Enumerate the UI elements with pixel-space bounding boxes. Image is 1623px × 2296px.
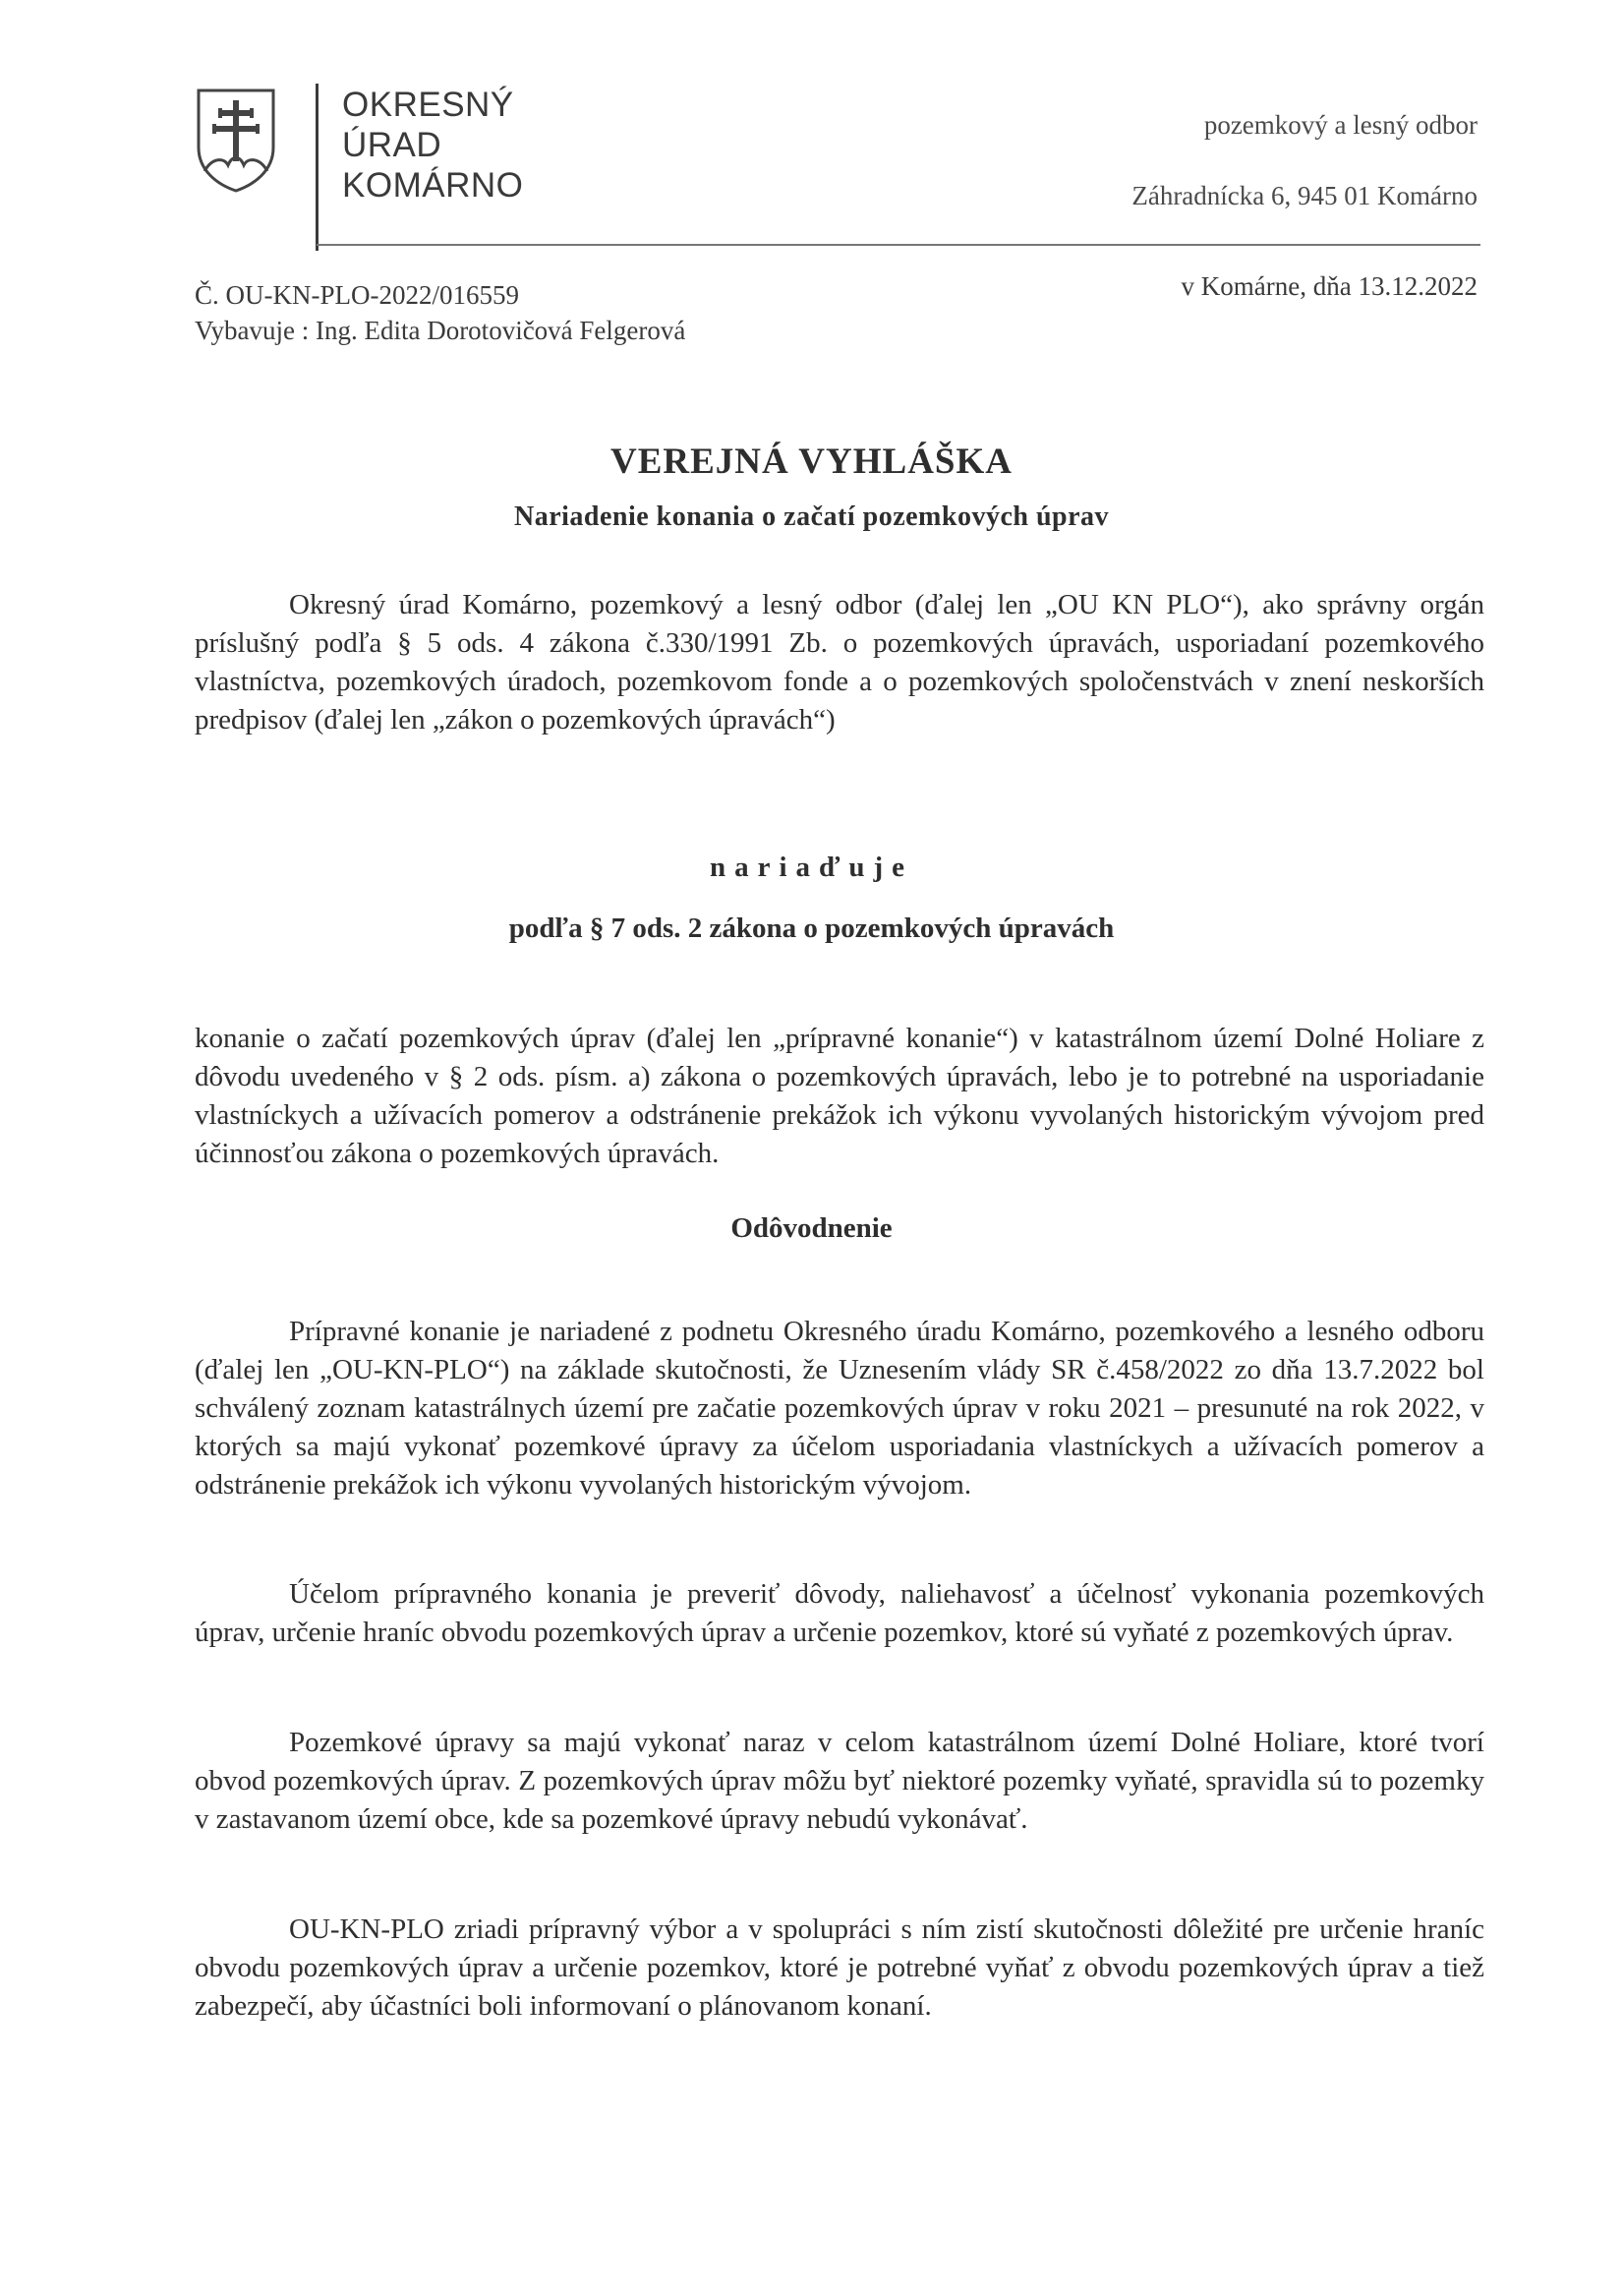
reasoning-paragraph: Pozemkové úpravy sa majú vykonať naraz v celom katastrálnom území Dolné Holiare, ktoré tvorí obvod pozemkových úprav. Z pozemkových úprav môžu byť niektoré pozemky vyňaté, spravidla sú to pozemky v zastavanom území obce, kde sa pozemkové úpravy nebudú vykonávať. (195, 1727, 1484, 1835)
office-name-line-1: OKRESNÝ (342, 86, 514, 124)
decision-verb: nariaďuje (710, 852, 913, 883)
office-name-line-3: KOMÁRNO (342, 166, 524, 205)
office-address: Záhradnícka 6, 945 01 Komárno (1131, 181, 1478, 210)
reasoning-paragraph: OU-KN-PLO zriadi prípravný výbor a v spolupráci s ním zistí skutočnosti dôležité pre určenie hraníc obvodu pozemkových úprav a určenie pozemkov, ktoré je potrebné vyňať z obvodu pozemkových úprav a tiež zabezpečí, aby účastníci boli informovaní o plánovanom konaní. (195, 1913, 1484, 2022)
intro-paragraph: Okresný úrad Komárno, pozemkový a lesný odbor (ďalej len „OU KN PLO“), ako správny orgán príslušný podľa § 5 ods. 4 zákona č.330/1991 Zb. o pozemkových úpravách, usporiadaní pozemkového vlastníctva, pozemkových úradoch, pozemkovom fonde a o pozemkových spoločenstvách v znení neskorších predpisov (ďalej len „zákon o pozemkových úpravách“) (195, 589, 1484, 736)
slovak-coat-of-arms-icon (195, 87, 277, 195)
letterhead-divider-vertical (316, 84, 319, 251)
document-subtitle: Nariadenie konania o začatí pozemkových úprav (513, 501, 1110, 532)
office-name (342, 85, 523, 206)
reasoning-paragraph: Prípravné konanie je nariadené z podnetu Okresného úradu Komárno, pozemkového a lesného odboru (ďalej len „OU-KN-PLO“) na základe skutočnosti, že Uznesením vlády SR č.458/2022 zo dňa 13.7.2022 bol schválený zoznam katastrálnych území pre začatie pozemkových úprav v roku 2021 – presunuté na rok 2022, v ktorých sa majú vykonať pozemkové úpravy za účelom usporiadania vlastníckych a užívacích pomerov a odstránenie prekážok ich výkonu vyvolaných historickým vývojom. (195, 1316, 1484, 1501)
order-paragraph: konanie o začatí pozemkových úprav (ďalej len „prípravné konanie“) v katastrálnom území Dolné Holiare z dôvodu uvedeného v § 2 ods. písm. a) zákona o pozemkových úpravách, lebo je to potrebné na usporiadanie vlastníckych a užívacích pomerov a odstránenie prekážok ich výkonu vyvolaných historickým vývojom pred účinnosťou zákona o pozemkových úpravách. (195, 1023, 1484, 1169)
place-date: v Komárne, dňa 13.12.2022 (1181, 271, 1478, 301)
reasoning-heading: Odôvodnenie (730, 1212, 893, 1244)
office-name-line-2: ÚRAD (342, 126, 442, 164)
legal-basis: podľa § 7 ods. 2 zákona o pozemkových úpravách (508, 913, 1115, 944)
handled-by: Vybavuje : Ing. Edita Dorotovičová Felgerová (195, 316, 686, 345)
reasoning-paragraph: Účelom prípravného konania je preveriť dôvody, naliehavosť a účelnosť vykonania pozemkových úprav, určenie hraníc obvodu pozemkových úprav a určenie pozemkov, ktoré sú vyňaté z pozemkových úprav. (195, 1578, 1484, 1648)
document-title: VEREJNÁ VYHLÁŠKA (609, 442, 1014, 482)
reference-block (195, 277, 685, 348)
letterhead-divider-horizontal (317, 244, 1480, 246)
reference-number: Č. OU-KN-PLO-2022/016559 (195, 280, 519, 310)
department-name: pozemkový a lesný odbor (1203, 110, 1478, 140)
